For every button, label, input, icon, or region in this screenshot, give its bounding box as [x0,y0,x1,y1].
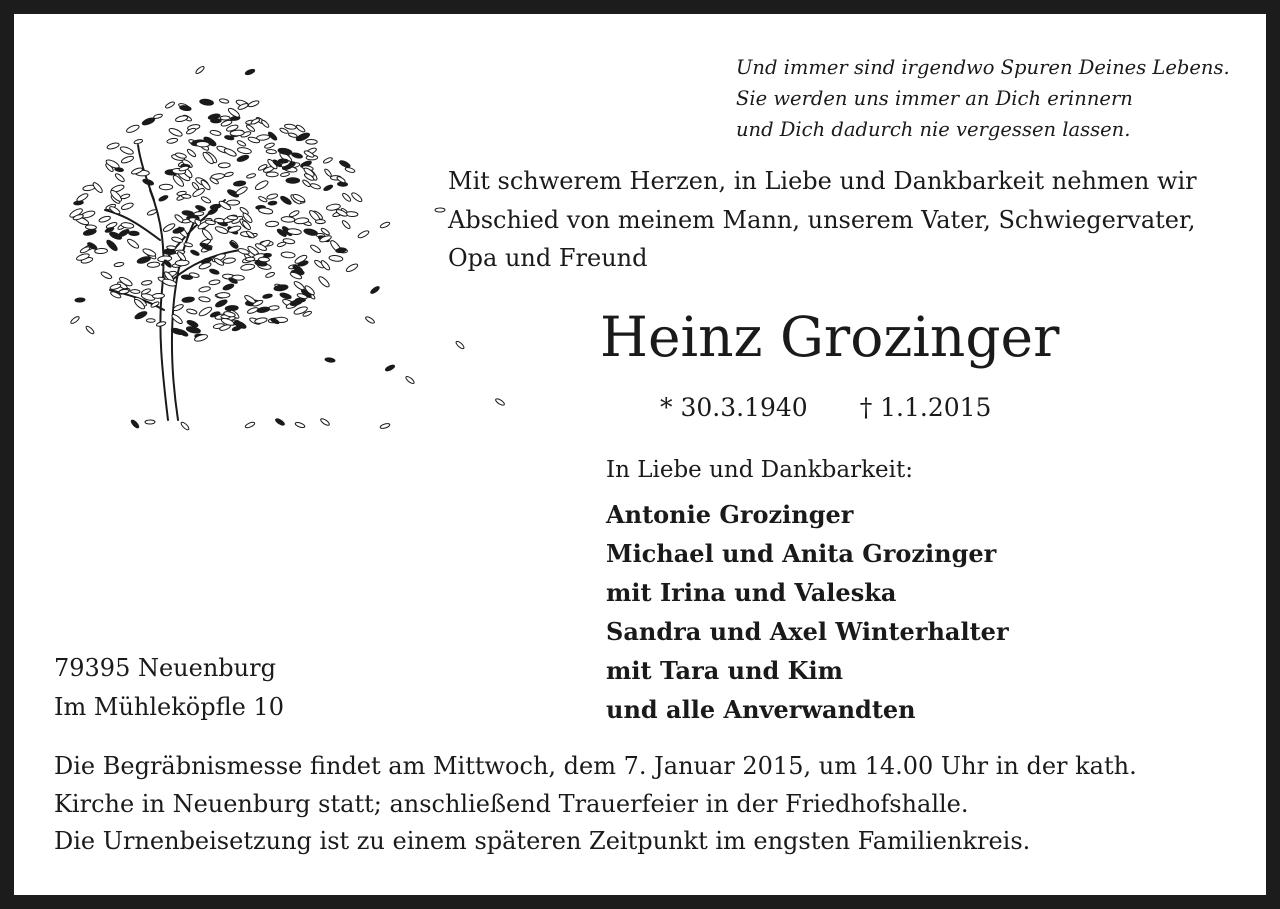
leaf-shape [209,279,221,285]
leaf-shape [198,296,210,303]
intro-text [448,162,1197,278]
leaf-shape [370,285,380,294]
obituary-card [14,14,1266,895]
leaf-shape [341,192,351,202]
mourner-name: Antonie Grozinger [606,500,854,529]
leaf-shape [106,142,119,150]
leaf-shape [245,421,256,429]
leaf-shape [279,292,291,300]
leaf-shape [258,207,273,215]
leaf-shape [288,132,298,138]
leaf-shape [323,184,333,192]
leaf-shape [345,167,356,174]
leaf-shape [258,257,269,262]
leaf-shape [268,305,279,310]
leaf-shape [284,124,296,130]
leaf-shape [236,140,246,147]
mourner-name: mit Tara und Kim [606,656,844,685]
leaf-shape [211,119,222,123]
leaf-shape [141,288,151,295]
leaf-shape [295,124,305,133]
deceased-name: Heinz Grozinger [600,305,1060,369]
address-city: 79395 Neuenburg [54,654,276,682]
memorial-quote [736,52,1230,145]
leaf-shape [186,326,201,334]
family-address [54,649,284,727]
leaf-shape [201,196,212,204]
leaf-shape [171,236,183,243]
leaf-shape [380,221,391,229]
leaf-shape [181,194,191,199]
birth-date: * 30.3.1940 [660,393,808,422]
leaf-shape [182,296,195,302]
mourners-list [606,495,1009,729]
leaf-shape [162,278,177,287]
leaf-shape [291,152,303,159]
leaf-shape [240,263,255,270]
leaf-shape [350,191,363,203]
leaf-shape [245,257,255,261]
leaf-shape [147,209,158,216]
leaf-shape [236,154,249,162]
leaf-shape [85,225,96,230]
quote-line: Und immer sind irgendwo Spuren Deines Lebens. [736,56,1230,79]
leaf-shape [126,124,140,134]
leaf-shape [152,293,164,298]
leaf-shape [126,238,140,250]
leaf-shape [324,168,333,177]
leaf-shape [266,149,277,154]
leaf-shape [246,173,256,179]
mourner-name: und alle Anverwandten [606,695,916,724]
leaf-shape [233,180,246,186]
notice-line: Die Urnenbeisetzung ist zu einem späteren Zeitpunkt im engsten Familienkreis. [54,827,1031,855]
leaf-shape [110,283,122,290]
leaf-shape [275,418,286,427]
leaf-shape [266,193,278,200]
leaf-shape [145,420,155,424]
leaf-shape [70,315,80,324]
leaf-shape [165,101,176,109]
leaf-shape [210,130,222,137]
leaf-shape [175,260,189,266]
intro-line: Abschied von meinem Mann, unserem Vater, Schwiegervater, [448,205,1196,234]
leaf-shape [385,364,396,372]
leaf-shape [153,113,163,119]
leaf-shape [198,286,210,293]
leaf-shape [250,117,260,125]
leaf-shape [209,268,220,275]
leaf-shape [281,216,295,222]
leaf-shape [405,375,415,384]
mourner-name: Sandra und Axel Winterhalter [606,617,1009,646]
leaf-shape [220,116,230,120]
leaf-shape [254,179,269,191]
leaf-shape [295,421,306,428]
leaf-shape [119,145,134,155]
windblown-tree-icon [50,50,510,440]
leaf-shape [186,148,196,158]
leaf-shape [303,228,318,237]
leaf-shape [245,68,256,75]
leaf-shape [214,225,228,235]
intro-line: Opa und Freund [448,244,648,272]
leaf-shape [130,419,140,429]
intro-line: Mit schwerem Herzen, in Liebe und Dankbarkeit nehmen wir [448,167,1197,195]
leaf-shape [223,257,236,264]
leaf-shape [277,241,286,247]
leaf-shape [265,221,278,227]
leaf-shape [254,317,267,324]
leaf-shape [268,201,277,206]
mourners-heading: In Liebe und Dankbarkeit: [606,457,913,483]
leaf-shape [316,220,326,224]
leaf-shape [325,357,336,363]
leaf-shape [235,185,248,196]
death-date: † 1.1.2015 [859,393,992,422]
leaf-shape [223,147,237,157]
funeral-notice [54,748,1137,861]
leaf-shape [142,178,154,186]
leaf-shape [227,215,237,220]
leaf-shape [129,231,140,236]
leaf-shape [495,398,506,407]
leaf-shape [365,316,376,325]
leaf-shape [455,340,465,350]
leaf-shape [310,183,321,190]
leaf-shape [85,325,95,335]
leaf-shape [266,172,278,177]
leaf-shape [121,155,135,164]
leaf-shape [227,200,240,205]
leaf-shape [134,139,143,145]
leaf-shape [230,130,244,136]
leaf-shape [293,280,306,291]
leaf-shape [306,139,317,144]
leaf-shape [179,105,191,111]
leaf-shape [196,141,209,147]
leaf-shape [264,142,275,149]
leaf-shape [147,262,160,268]
leaf-shape [75,298,85,303]
leaf-shape [199,98,213,105]
leaf-shape [120,193,130,199]
leaf-shape [98,215,111,223]
leaf-shape [175,115,188,123]
leaf-shape [329,255,343,262]
leaf-shape [224,171,234,177]
leaf-shape [339,159,351,168]
leaf-shape [181,275,192,280]
leaf-shape [237,147,252,155]
leaf-shape [323,157,333,165]
leaf-shape [262,293,272,299]
leaf-shape [167,246,176,250]
leaf-shape [218,163,230,168]
leaf-shape [380,423,391,430]
leaf-shape [146,319,155,323]
leaf-shape [357,229,370,239]
leaf-shape [222,283,234,291]
leaf-shape [280,172,289,177]
notice-line: Die Begräbnismesse findet am Mittwoch, dem 7. Januar 2015, um 14.00 Uhr in der kath. [54,752,1137,780]
leaf-shape [114,262,124,267]
leaf-shape [121,202,134,211]
leaf-shape [317,275,330,288]
leaf-shape [217,292,230,297]
leaf-shape [345,263,358,273]
leaf-shape [341,220,351,230]
leaf-shape [286,178,300,183]
leaf-shape [219,98,229,104]
leaf-shape [195,65,205,74]
leaf-shape [258,196,268,203]
leaf-shape [180,421,190,431]
leaf-shape [100,271,112,280]
life-dates [660,390,991,426]
leaf-shape [265,271,275,278]
leaf-shape [168,127,183,138]
leaf-shape [130,289,140,293]
leaf-shape [195,205,206,212]
leaf-shape [309,244,321,254]
mourner-name: Michael und Anita Grozinger [606,539,997,568]
leaf-shape [141,280,152,286]
leaf-shape [320,418,331,427]
leaf-shape [435,208,445,212]
leaf-shape [158,195,168,203]
leaf-shape [156,321,166,327]
quote-line: und Dich dadurch nie vergessen lassen. [736,118,1131,141]
quote-line: Sie werden uns immer an Dich erinnern [736,87,1133,110]
leaf-shape [257,306,270,313]
leaf-shape [134,310,148,320]
mourner-name: mit Irina und Valeska [606,578,897,607]
leaf-shape [114,172,125,182]
leaf-shape [290,299,303,307]
leaf-shape [190,249,200,256]
leaf-shape [159,184,172,189]
notice-line: Kirche in Neuenburg statt; anschließend Trauerfeier in der Friedhofshalle. [54,789,969,818]
leaf-shape [248,100,260,108]
leaf-shape [245,124,255,133]
leaf-shape [182,210,194,216]
leaf-shape [186,308,197,315]
leaf-shape [281,252,295,259]
leaf-shape [167,138,178,144]
address-street: Im Mühleköpfle 10 [54,693,284,721]
